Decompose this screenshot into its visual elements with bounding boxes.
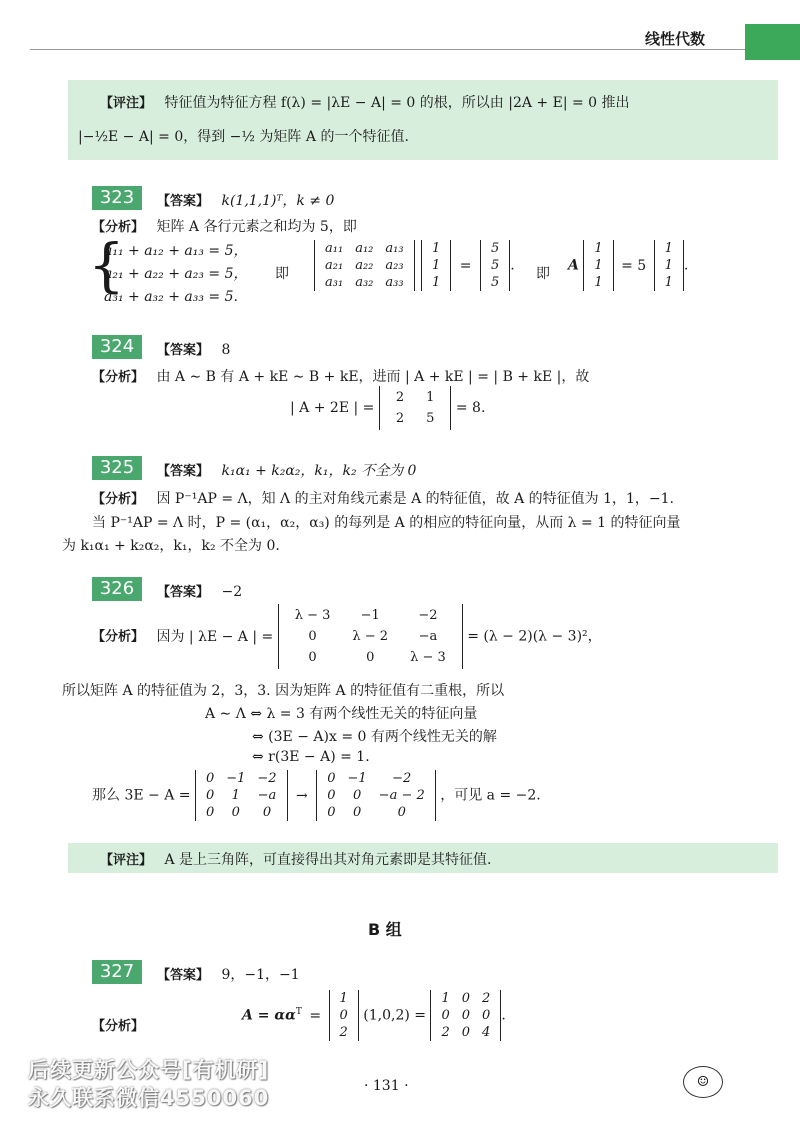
q323-analysis-row xyxy=(92,216,357,236)
watermark-line-2: 永久联系微信4550060 xyxy=(28,1086,270,1110)
question-number-326: 326 xyxy=(92,577,142,601)
q323-ones-vector: 1 1 1 xyxy=(421,240,451,291)
q327-row-vector: (1,0,2) = xyxy=(363,1007,427,1024)
question-number-325: 325 xyxy=(92,456,142,480)
q325-analysis-line1: 因 P⁻¹AP = Λ，知 Λ 的主对角线元素是 A 的特征值，故 A 的特征值为 1，1，−1. xyxy=(156,491,674,507)
q325-answer-label: 【答案】 xyxy=(157,464,210,479)
q326-then: 那么 3E − A = xyxy=(92,787,191,804)
q323-ji1: 即 xyxy=(275,266,289,282)
q324-answer-row xyxy=(157,339,230,358)
q324-answer-label: 【答案】 xyxy=(157,343,210,358)
q326-matrix-2: 0 −1 −2 0 0 −a − 2 0 0 0 xyxy=(316,770,436,821)
q324-answer: 8 xyxy=(221,342,231,358)
q325-answer-row xyxy=(157,460,416,480)
header-title: 线性代数 xyxy=(645,30,706,48)
q326-chain2: ⇔ (3E − A)x = 0 有两个线性无关的解 xyxy=(252,729,497,745)
q326-answer-label: 【答案】 xyxy=(157,585,210,600)
q323-conclusion: A 1 1 1 = 5 1 1 1 . xyxy=(568,241,689,290)
publisher-logo-icon: ☺ xyxy=(683,1066,723,1098)
note1-label: 【评注】 xyxy=(100,96,153,111)
q326-reduction xyxy=(92,770,541,821)
q324-analysis-text: 由 A ∼ B 有 A + kE ∼ B + kE，进而 | A + kE | = | B + kE |，故 xyxy=(156,369,590,385)
q324-analysis-row xyxy=(92,366,589,386)
q327-formula: $A = \alpha\alpha^T$ = 1 0 2 (1,0,2) = 1 0 2 0 0 0 2 0 4 . xyxy=(242,991,506,1040)
q326-answer-row xyxy=(157,581,242,600)
question-number-323: 323 xyxy=(92,186,142,210)
q324-determinant: 2 1 2 5 xyxy=(379,386,452,430)
q323-answer-label: 【答案】 xyxy=(157,194,210,209)
q324-formula: | A + 2E | = 2 1 2 5 = 8. xyxy=(290,386,485,430)
q326-analysis-row xyxy=(92,604,602,669)
section-title: B 组 xyxy=(368,920,402,939)
note1-text2: |−½E − A| = 0，得到 −½ 为矩阵 A 的一个特征值. xyxy=(78,129,409,145)
q323-brace: { xyxy=(88,231,125,299)
q324-analysis-label: 【分析】 xyxy=(92,370,145,385)
note2-row xyxy=(100,849,491,869)
q326-line2: 所以矩阵 A 的特征值为 2，3，3. 因为矩阵 A 的特征值有二重根，所以 xyxy=(62,683,505,699)
q326-det-result: = (λ − 2)(λ − 3)²， xyxy=(467,628,602,645)
q323-fives-vector: 5 5 5 xyxy=(480,240,510,291)
note2-text: A 是上三角阵，可直接得出其对角元素即是其特征值. xyxy=(164,852,492,868)
q327-answer-label: 【答案】 xyxy=(157,968,210,983)
q323-eq-row: a₃₁ + a₃₂ + a₃₃ = 5. xyxy=(104,289,238,305)
page-number: · 131 · xyxy=(364,1078,409,1094)
q323-eq-row: a₂₁ + a₂₂ + a₂₃ = 5， xyxy=(104,266,248,282)
q326-conclusion: ，可见 a = −2. xyxy=(440,787,541,804)
note2-label: 【评注】 xyxy=(100,853,153,868)
note1-line1 xyxy=(100,92,630,112)
q323-matrix-row: a₁₁ a₁₂ a₁₃ a₂₁ a₂₂ a₂₃ a₃₁ a₃₂ a₃₃ 1 1 1 = 5 5 5 . xyxy=(314,240,515,291)
header-rule xyxy=(30,49,775,50)
q325-analysis-line2: 当 P⁻¹AP = Λ 时，P = (α₁，α₂，α₃) 的每列是 A 的相应的特征向量，从而 λ = 1 的特征向量 xyxy=(92,515,681,531)
q325-answer: k₁α₁ + k₂α₂，k₁，k₂ 不全为 0 xyxy=(221,463,417,479)
q326-because: 因为 | λE − A | = xyxy=(156,628,274,645)
q325-analysis-row xyxy=(92,488,674,508)
header-tab xyxy=(745,24,800,60)
q326-chain3: ⇔ r(3E − A) = 1. xyxy=(252,749,370,765)
q323-equations xyxy=(104,240,248,309)
watermark-line-1: 后续更新公众号[有机研] xyxy=(28,1058,270,1082)
question-number-324: 324 xyxy=(92,335,142,359)
q323-answer-row xyxy=(157,190,334,210)
arrow-icon: → xyxy=(296,787,308,804)
q323-coef-matrix: a₁₁ a₁₂ a₁₃ a₂₁ a₂₂ a₂₃ a₃₁ a₃₂ a₃₃ xyxy=(314,240,415,291)
q327-column-vector: 1 0 2 xyxy=(329,990,359,1041)
note1-text1: 特征值为特征方程 f(λ) = |λE − A| = 0 的根，所以由 |2A + E| = 0 推出 xyxy=(164,95,630,111)
q323-answer: k(1,1,1)ᵀ，k ≠ 0 xyxy=(221,193,335,209)
q327-analysis-label: 【分析】 xyxy=(92,1019,145,1034)
q326-determinant: λ − 3 −1 −2 0 λ − 2 −a 0 0 λ − 3 xyxy=(278,604,463,669)
q326-answer: −2 xyxy=(221,584,243,600)
q323-eq-row: a₁₁ + a₁₂ + a₁₃ = 5， xyxy=(104,243,248,259)
q325-analysis-line3: 为 k₁α₁ + k₂α₂，k₁，k₂ 不全为 0. xyxy=(62,538,280,554)
q327-answer: 9，−1，−1 xyxy=(221,967,300,983)
q327-result-matrix: 1 0 2 0 0 0 2 0 4 xyxy=(430,990,501,1041)
q323-analysis-text: 矩阵 A 各行元素之和均为 5，即 xyxy=(156,219,357,235)
q323-ji2: 即 xyxy=(536,266,550,282)
q323-analysis-label: 【分析】 xyxy=(92,220,145,235)
q325-analysis-label: 【分析】 xyxy=(92,492,145,507)
q326-chain1: A ∼ Λ ⇔ λ = 3 有两个线性无关的特征向量 xyxy=(205,706,478,722)
q326-matrix-1: 0 −1 −2 0 1 −a 0 0 0 xyxy=(195,770,288,821)
question-number-327: 327 xyxy=(92,960,142,984)
q326-analysis-label: 【分析】 xyxy=(92,629,145,645)
q327-answer-row xyxy=(157,964,300,984)
